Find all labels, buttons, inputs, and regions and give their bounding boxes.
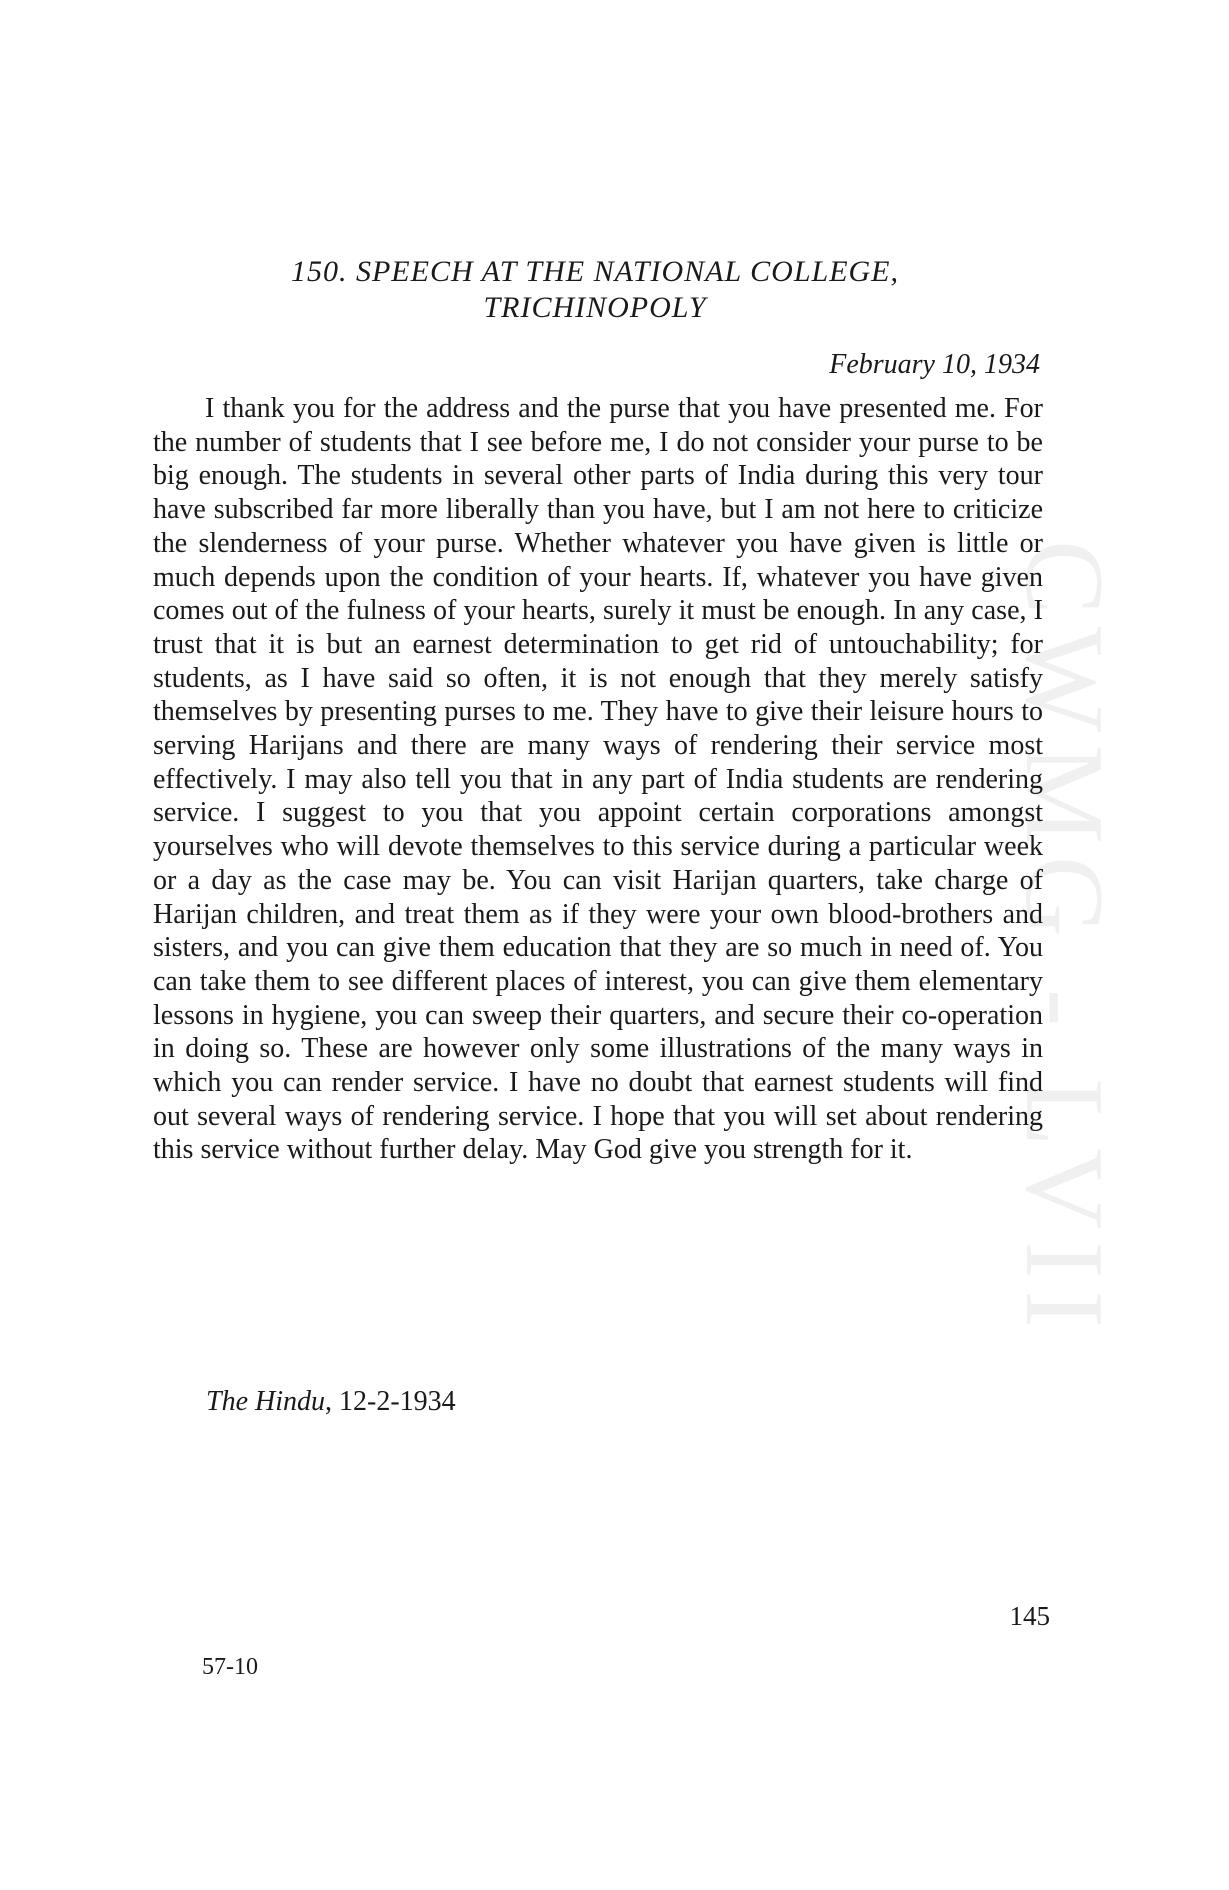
speech-title-line-1: 150. SPEECH AT THE NATIONAL COLLEGE,: [290, 255, 900, 288]
source-date: , 12-2-1934: [325, 1386, 456, 1417]
signature-mark: 57-10: [202, 1654, 258, 1680]
source-citation: [206, 1385, 456, 1419]
speech-title-line-2: TRICHINOPOLY: [483, 291, 707, 324]
page-number: 145: [1009, 1601, 1050, 1631]
speech-body: I thank you for the address and the purse that you have presented me. For the number of students that I see before me, I do not consider your purse to be big enough. The students in several other parts of India during this very tour have subscribed far more liberally than you have, but I am not here to criticize the slenderness of your purse. Whether whatever you have given is little or much depends upon the condition of your hearts. If, whatever you have given comes out of the fulness of your hearts, surely it must be enough. In any case, I trust that it is but an earnest determination to get rid of untouchability; for students, as I have said so often, it is not enough that they merely satisfy themselves by presenting purses to me. They have to give their leisure hours to serving Harijans and there are many ways of rendering their service most effectively. I may also tell you that in any part of India students are rendering service. I suggest to you that you appoint certain corporations amongst yourselves who will devote themselves to this service during a particular week or a day as the case may be. You can visit Harijan quarters, take charge of Harijan children, and treat them as if they were your own blood-brothers and sisters, and you can give them education that they are so much in need of. You can take them to see different places of interest, you can give them elementary lessons in hygiene, you can sweep their quarters, and secure their co-operation in doing so. These are however only some illustrations of the many ways in which you can render service. I have no doubt that earnest students will find out several ways of rendering service. I hope that you will set about rendering this service without further delay. May God give you strength for it.: [153, 393, 1043, 1166]
speech-date: February 10, 1934: [829, 349, 1040, 380]
source-publication: The Hindu: [206, 1386, 325, 1417]
watermark: CWMG - LVII: [1002, 540, 1126, 1340]
